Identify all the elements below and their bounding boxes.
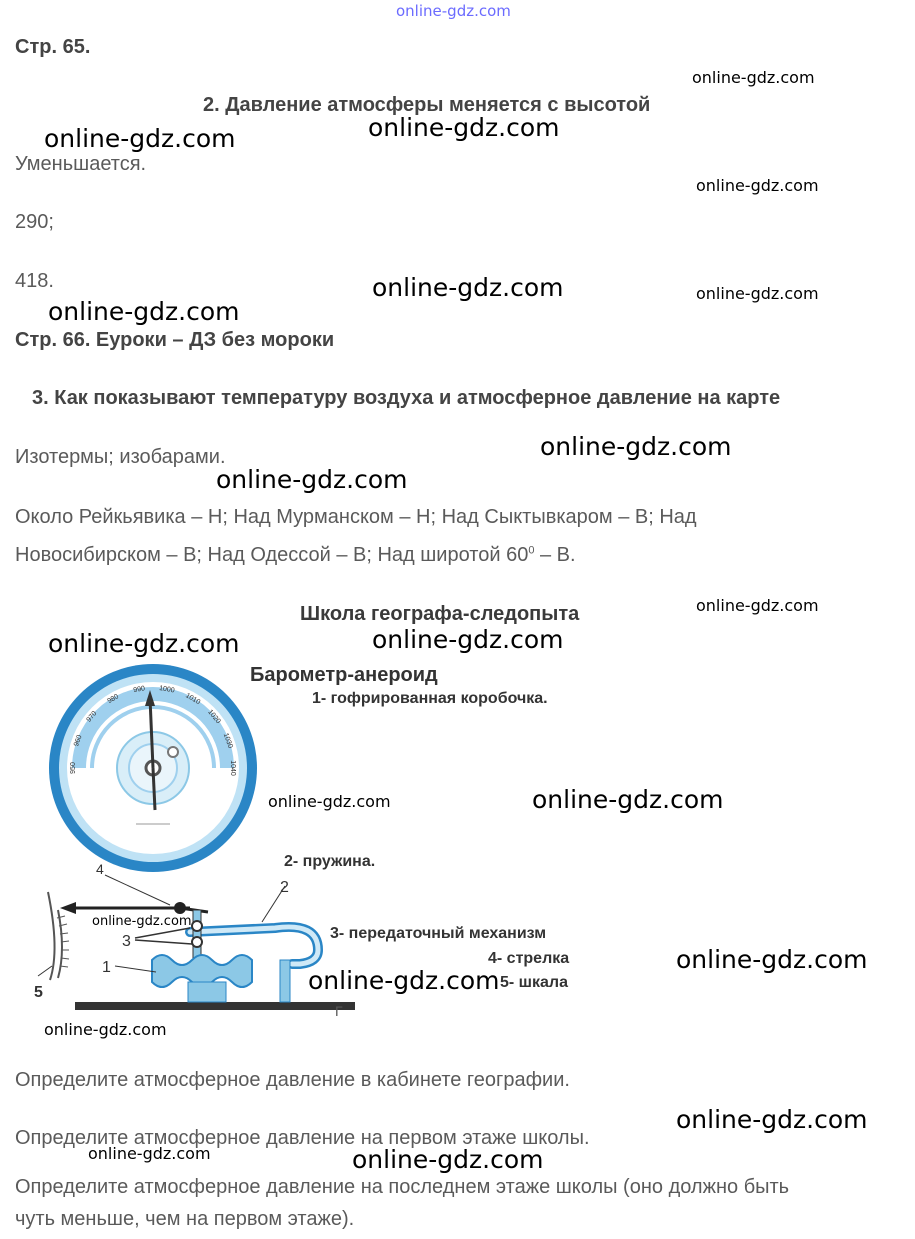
dial-tick-label: 980	[106, 693, 121, 706]
question-1: Определите атмосферное давление в кабинете географии.	[15, 1069, 570, 1091]
task-2-answer-3: 418.	[15, 270, 54, 292]
watermark: online-gdz.com	[88, 1144, 211, 1163]
dial-tick-label: 990	[132, 685, 146, 695]
label-spring: 2- пружина.	[284, 853, 376, 870]
watermark: online-gdz.com	[692, 68, 815, 87]
task-3-answer-2-line-2: Новосибирском – В; Над Одессой – В; Над широтой $60^0$ – В.	[15, 544, 576, 566]
watermark: online-gdz.com	[696, 284, 819, 303]
callout-4: 4	[96, 861, 104, 877]
task-2-answer-2: 290;	[15, 211, 54, 233]
dial-tick-label: 1000	[158, 684, 176, 695]
watermark: online-gdz.com	[44, 124, 236, 153]
watermark: online-gdz.com	[696, 176, 819, 195]
callout-5: 5	[34, 984, 43, 1001]
watermark: online-gdz.com	[696, 596, 819, 615]
watermark: online-gdz.com	[372, 625, 564, 654]
figure-title: Барометр-анероид	[250, 664, 438, 686]
watermark: online-gdz.com	[48, 629, 240, 658]
dial-tick-label: 1040	[229, 760, 236, 776]
watermark: online-gdz.com	[268, 792, 391, 811]
callout-3: 3	[122, 933, 131, 950]
watermark: online-gdz.com	[372, 273, 564, 302]
watermark: online-gdz.com	[308, 966, 500, 995]
label-scale: 5- шкала	[500, 974, 568, 991]
watermark: online-gdz.com	[216, 465, 408, 494]
dial-tick-label: 1030	[221, 732, 234, 750]
page-66-label: Стр. 66. Еуроки – ДЗ без мороки	[15, 329, 335, 351]
task-2-heading: 2. Давление атмосферы меняется с высотой	[203, 94, 651, 116]
page-65-label: Стр. 65.	[15, 36, 91, 58]
label-corrugated-box: 1- гофрированная коробочка.	[312, 690, 548, 707]
dial-tick-label: 960	[73, 734, 84, 748]
watermark: online-gdz.com	[368, 113, 560, 142]
school-heading: Школа географа-следопыта	[300, 603, 580, 625]
dial-tick-label: 950	[70, 762, 77, 774]
callout-2: 2	[280, 879, 289, 896]
question-2: Определите атмосферное давление на первом этаже школы.	[15, 1127, 590, 1149]
task-3-answer-1: Изотермы; изобарами.	[15, 446, 226, 468]
watermark: online-gdz.com	[92, 914, 192, 929]
watermark: online-gdz.com	[44, 1020, 167, 1039]
task-3-answer-2-line-1: Около Рейкьявика – Н; Над Мурманском – Н; Над Сыктывкаром – В; Над	[15, 506, 697, 528]
dial-tick-label: 970	[85, 710, 99, 724]
watermark: online-gdz.com	[352, 1145, 544, 1174]
label-transfer-mechanism: 3- передаточный механизм	[330, 925, 547, 942]
question-3-line-1: Определите атмосферное давление на последнем этаже школы (оно должно быть	[15, 1176, 790, 1198]
watermark: online-gdz.com	[540, 432, 732, 461]
question-3-line-2: чуть меньше, чем на первом этаже).	[15, 1208, 355, 1230]
watermark: online-gdz.com	[676, 945, 868, 974]
watermark: online-gdz.com	[532, 785, 724, 814]
barometer-dial	[49, 664, 257, 872]
task-3-heading: 3. Как показывают температуру воздуха и атмосферное давление на карте	[32, 387, 781, 409]
watermark: online-gdz.com	[676, 1105, 868, 1134]
callout-g: Г	[335, 1003, 343, 1019]
top-watermark: online-gdz.com	[396, 2, 511, 20]
dial-tick-label: 1010	[184, 692, 202, 707]
watermark: online-gdz.com	[48, 297, 240, 326]
label-pointer: 4- стрелка	[488, 950, 570, 967]
callout-1: 1	[102, 959, 111, 976]
task-2-answer-1: Уменьшается.	[15, 153, 147, 175]
dial-tick-label: 1020	[206, 708, 222, 726]
